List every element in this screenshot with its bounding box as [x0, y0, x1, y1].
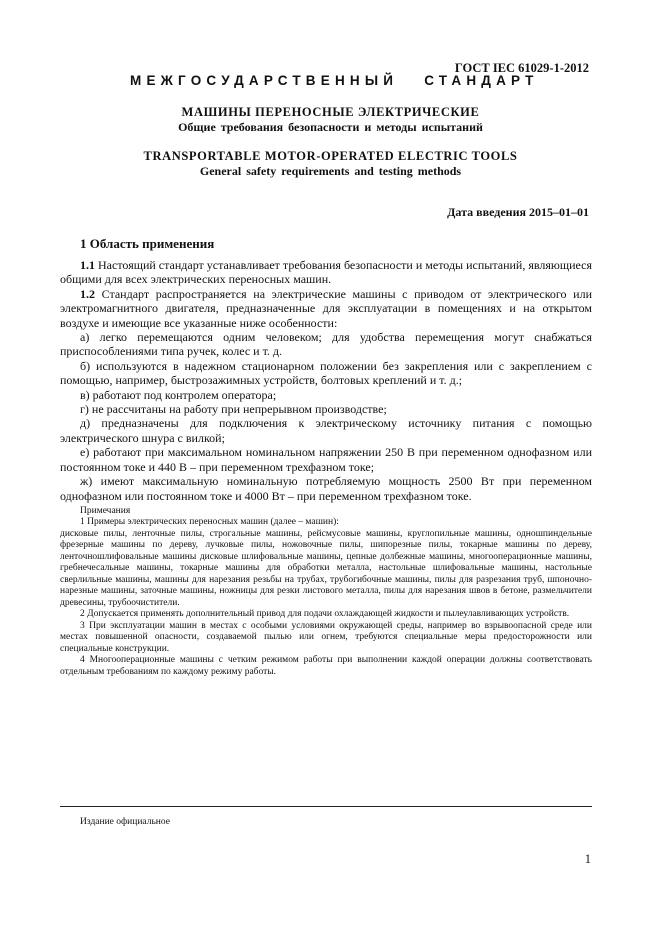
list-item: ж) имеют максимальную номинальную потребляемую мощность 2500 Вт при переменном однофазном или постоянном токе и 4000 Вт – при переменном трехфазном токе. — [60, 474, 592, 503]
clause-text: Настоящий стандарт устанавливает требования безопасности и методы испытаний, являющиеся общими для всех электрических переносных машин. — [60, 258, 592, 287]
list-item: г) не рассчитаны на работу при непрерывном производстве; — [80, 402, 387, 417]
interstate-standard-banner — [130, 73, 539, 88]
clause-1-2 — [60, 287, 592, 330]
russian-title-main: МАШИНЫ ПЕРЕНОСНЫЕ ЭЛЕКТРИЧЕСКИЕ — [181, 105, 480, 119]
note-1-title: 1 Примеры электрических переносных машин (далее – машин): — [80, 517, 339, 528]
list-item: е) работают при максимальном номинальном напряжении 250 В при переменном однофазном или постоянном токе и 440 В – при переменном трехфазном токе; — [60, 445, 592, 474]
russian-title — [0, 105, 661, 135]
gost-code: ГОСТ IEC 61029-1-2012 — [454, 61, 589, 75]
english-title-main: TRANSPORTABLE MOTOR-OPERATED ELECTRIC TOOLS — [143, 149, 518, 163]
clause-number: 1.2 — [80, 286, 95, 301]
note-4: 4 Многооперационные машины с четким режимом работы при выполнении каждой операции должны соответствовать отдельным требованиям по каждому режиму работы. — [60, 655, 592, 677]
page-number: 1 — [584, 852, 591, 866]
footer-divider — [60, 806, 592, 807]
section-heading: 1 Область применения — [80, 236, 215, 251]
clause-1-1 — [60, 258, 592, 287]
note-3: 3 При эксплуатации машин в местах с особыми условиями окружающей среды, например во взрывоопасной среде или местах повышенной опасности, создаваемой пылью или огнем, требуются специальные меры предосторожности или специальные конструкции. — [60, 620, 592, 654]
notes-block — [60, 506, 592, 679]
interstate-word: МЕЖГОСУДАРСТВЕННЫЙ — [130, 73, 399, 88]
notes-heading: Примечания — [80, 505, 131, 516]
russian-title-sub: Общие требования безопасности и методы испытаний — [178, 120, 483, 134]
list-item: в) работают под контролем оператора; — [80, 387, 277, 402]
edition-note: Издание официальное — [80, 817, 170, 827]
note-1-text: дисковые пилы, ленточные пилы, строгальные машины, рейсмусовые машины, круглопильные машины, одношпиндельные фрезерные машины по дереву, лучковые пилы, ножовочные пилы, шипорезные пилы, токарные машины по дереву, ленточношлифовальные машины дисковые шлифовальные машины, цепные долбежные машины, многооперационные машины, гребнечесальные машины, токарные машины для обработки металла, настольные шлифовальные машины, настольные сверлильные машины, машины для нарезания резьбы на трубах, трубогибочные машины, пилы для разрезания труб, шпоночно-нарезные машины, заточные машины, ножницы для резки листового металла, пилы для нарезания швов в бетоне, размельчители древесины, трубоочистители. — [60, 528, 592, 608]
english-title-sub: General safety requirements and testing methods — [199, 164, 462, 178]
list-item: б) используются в надежном стационарном положении без закрепления или с закреплением с помощью, например, быстрозажимных устройств, болтовых креплений и т. д.; — [60, 358, 592, 388]
note-2: 2 Допускается применять дополнительный привод для подачи охлаждающей жидкости и пылеулавливающих устройств. — [80, 609, 570, 620]
list-item: а) легко перемещаются одним человеком; для удобства перемещения могут снабжаться приспособлениями типа ручек, колес и т. д. — [60, 330, 592, 359]
list-item: д) предназначены для подключения к электрическому источнику питания с помощью электрического шнура с вилкой; — [60, 416, 592, 445]
standard-word: СТАНДАРТ — [424, 73, 539, 88]
section-body — [60, 258, 592, 678]
english-title — [0, 149, 661, 179]
clause-text: Стандарт распространяется на электрические машины с приводом от электрического или электромагнитного двигателя, предназначенные для эксплуатации в помещениях и на открытом воздухе и имеющие все указанные ниже особенности: — [60, 286, 592, 330]
clause-number: 1.1 — [80, 258, 95, 272]
introduction-date: Дата введения 2015–01–01 — [447, 205, 589, 219]
